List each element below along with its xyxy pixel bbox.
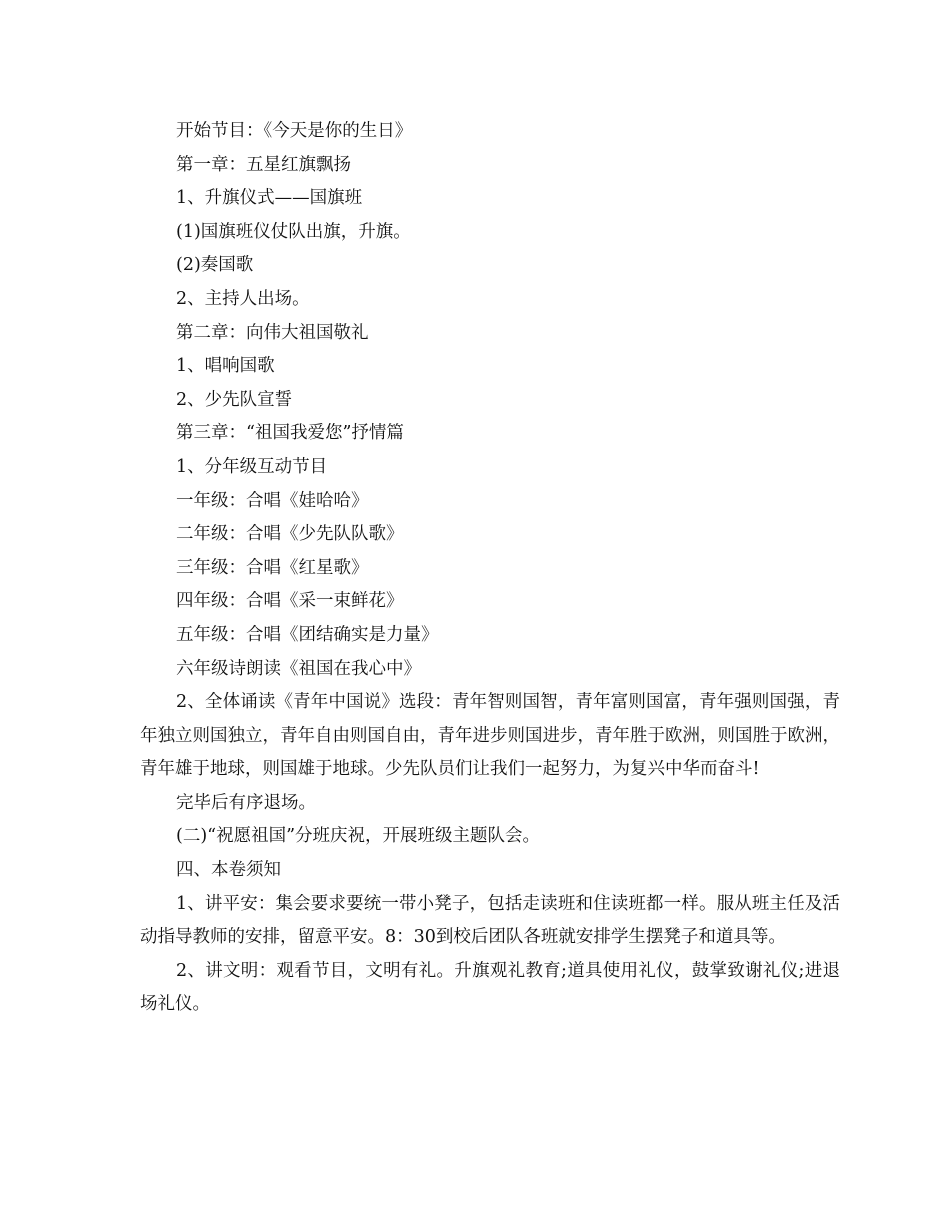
flag-ceremony-item: 1、升旗仪式——国旗班 (176, 188, 363, 209)
chapter-three-title: 第三章：“祖国我爱您”抒情篇 (176, 423, 404, 444)
grade-two-song: 二年级：合唱《少先队队歌》 (176, 524, 404, 545)
grade-six-recital: 六年级诗朗读《祖国在我心中》 (176, 658, 421, 679)
anthem-step: (2)奏国歌 (176, 255, 254, 276)
safety-paragraph: 1、讲平安：集会要求要统一带小凳子，包括走读班和住读班都一样。服从班主任及活动指导教师的安排，留意平安。8：30到校后团队各班就安排学生摆凳子和道具等。 (140, 893, 840, 948)
grade-five-song: 五年级：合唱《团结确实是力量》 (176, 624, 439, 645)
flag-raising-step: (1)国旗班仪仗队出旗，升旗。 (176, 221, 411, 242)
grade-three-song: 三年级：合唱《红星歌》 (176, 557, 369, 578)
grade-interaction-item: 1、分年级互动节目 (176, 456, 328, 477)
program-opening: 开始节目：《今天是你的生日》 (176, 121, 413, 141)
host-entrance-item: 2、主持人出场。 (176, 288, 310, 309)
exit-line: 完毕后有序退场。 (176, 792, 316, 813)
chapter-two-title: 第二章：向伟大祖国敬礼 (176, 322, 369, 343)
notice-heading: 四、本卷须知 (176, 860, 281, 881)
document-body (140, 115, 840, 1022)
civility-paragraph: 2、讲文明：观看节目，文明有礼。升旗观礼教育;道具使用礼仪，鼓掌致谢礼仪;进退场礼仪。 (140, 960, 840, 1015)
pioneer-oath-item: 2、少先队宣誓 (176, 389, 293, 410)
recitation-paragraph: 2、全体诵读《青年中国说》选段：青年智则国智，青年富则国富，青年强则国强，青年独立则国独立，青年自由则国自由，青年进步则国进步，青年胜于欧洲，则国胜于欧洲，青年雄于地球，则国雄于地球。少先队员们让我们一起努力，为复兴中华而奋斗! (140, 692, 840, 780)
class-celebration-line: (二)“祝愿祖国”分班庆祝，开展班级主题队会。 (176, 826, 541, 847)
chapter-one-title: 第一章：五星红旗飘扬 (176, 154, 351, 175)
grade-one-song: 一年级：合唱《娃哈哈》 (176, 490, 369, 511)
grade-four-song: 四年级：合唱《采一束鲜花》 (176, 591, 404, 612)
sing-anthem-item: 1、唱响国歌 (176, 356, 275, 377)
